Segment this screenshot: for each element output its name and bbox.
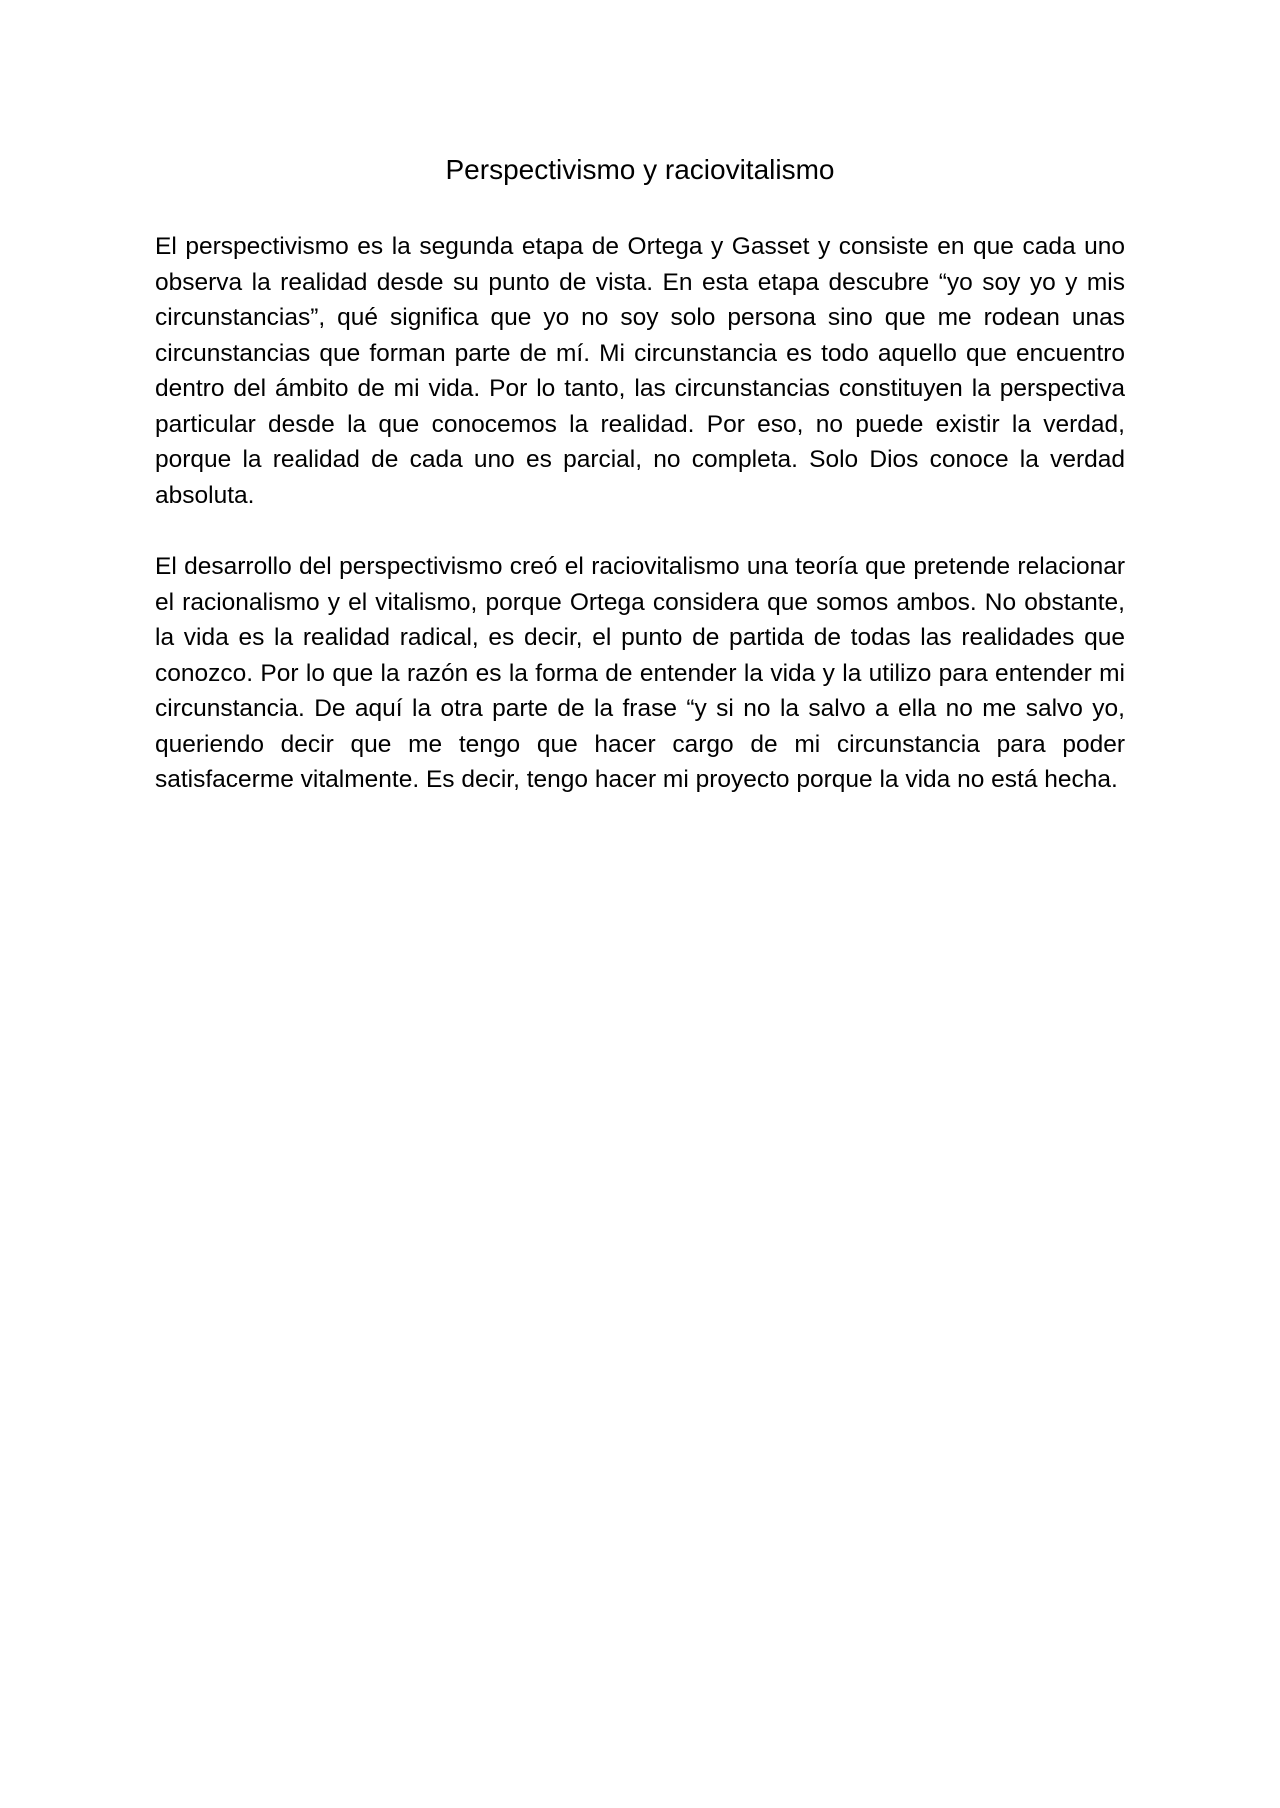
paragraph-raciovitalismo: El desarrollo del perspectivismo creó el raciovitalismo una teoría que pretende relacionar el racionalismo y el vitalismo, porque Ortega considera que somos ambos. No obstante, la vida es la realidad radical, es decir, el punto de partida de todas las realidades que conozco. Por lo que la razón es la forma de entender la vida y la utilizo para entender mi circunstancia. De aquí la otra parte de la frase “y si no la salvo a ella no me salvo yo, queriendo decir que me tengo que hacer cargo de mi circunstancia para poder satisfacerme vitalmente. Es decir, tengo hacer mi proyecto porque la vida no está hecha. (155, 553, 1125, 793)
document-title: Perspectivismo y raciovitalismo (445, 154, 835, 185)
paragraph-perspectivismo: El perspectivismo es la segunda etapa de Ortega y Gasset y consiste en que cada uno observa la realidad desde su punto de vista. En esta etapa descubre “yo soy yo y mis circunstancias”, qué significa que yo no soy solo persona sino que me rodean unas circunstancias que forman parte de mí. Mi circunstancia es todo aquello que encuentro dentro del ámbito de mi vida. Por lo tanto, las circunstancias constituyen la perspectiva particular desde la que conocemos la realidad. Por eso, no puede existir la verdad, porque la realidad de cada uno es parcial, no completa. Solo Dios conoce la verdad absoluta. (155, 233, 1125, 509)
